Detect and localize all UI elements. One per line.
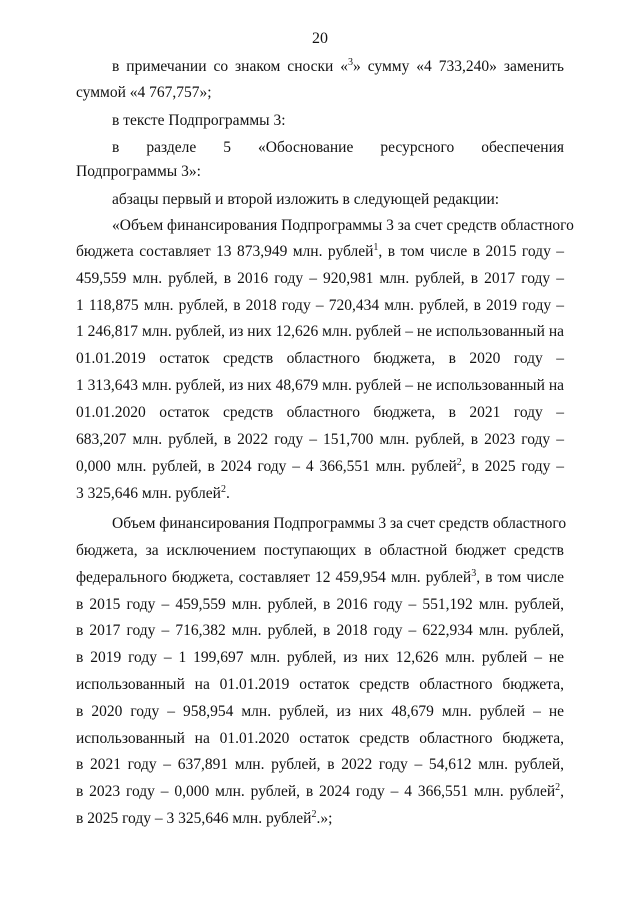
text-line: 459,559 млн. рублей, в 2016 году – 920,981 млн. рублей, в 2017 году – xyxy=(76,270,564,287)
text-line: в 2020 году – 958,954 млн. рублей, из них 48,679 млн. рублей – не xyxy=(76,703,564,720)
text-line: в разделе 5 «Обоснование ресурсного обеспечения xyxy=(112,139,564,156)
footnote-mark: 1 xyxy=(373,242,379,253)
footnote-mark: 2 xyxy=(456,457,462,468)
text-line: 01.01.2020 остаток средств областного бюджета, в 2021 году – xyxy=(76,404,564,421)
text-line: в тексте Подпрограммы 3: xyxy=(112,112,286,129)
text-line: 0,000 млн. рублей, в 2024 году – 4 366,551 млн. рублей$^2$, в 2025 году – xyxy=(76,457,564,475)
text-line: федерального бюджета, составляет 12 459,954 млн. рублей$^3$, в том числе xyxy=(76,568,564,586)
text-line: бюджета составляет 13 873,949 млн. рублей$^1$, в том числе в 2015 году – xyxy=(76,242,564,260)
text-line: 01.01.2019 остаток средств областного бюджета, в 2020 году – xyxy=(76,350,564,367)
text-line: в 2019 году – 1 199,697 млн. рублей, из них 12,626 млн. рублей – не xyxy=(76,649,564,666)
page-number: 20 xyxy=(312,30,328,47)
text-line: 1 246,817 млн. рублей, из них 12,626 млн. рублей – не использованный на xyxy=(76,323,564,340)
text-line: 683,207 млн. рублей, в 2022 году – 151,700 млн. рублей, в 2023 году – xyxy=(76,431,564,448)
text-line: 3 325,646 млн. рублей$^2$. xyxy=(76,484,230,502)
text-line: 1 118,875 млн. рублей, в 2018 году – 720,434 млн. рублей, в 2019 году – xyxy=(76,297,564,314)
footnote-mark: 2 xyxy=(220,484,226,495)
text-line: в 2017 году – 716,382 млн. рублей, в 2018 году – 622,934 млн. рублей, xyxy=(76,622,564,639)
text-line: использованный на 01.01.2020 остаток средств областного бюджета, xyxy=(76,730,564,747)
text-line: в 2025 году – 3 325,646 млн. рублей$^2$.»; xyxy=(76,809,333,827)
text-line: абзацы первый и второй изложить в следующей редакции: xyxy=(112,191,500,208)
text-line: использованный на 01.01.2019 остаток средств областного бюджета, xyxy=(76,676,564,693)
text-line: «Объем финансирования Подпрограммы 3 за счет средств областного xyxy=(112,217,574,234)
text-line: бюджета, за исключением поступающих в областной бюджет средств xyxy=(76,542,564,559)
text-line: Подпрограммы 3»: xyxy=(76,163,201,180)
text-line: Объем финансирования Подпрограммы 3 за счет средств областного xyxy=(112,515,567,532)
text-line: суммой «4 767,757»; xyxy=(76,84,212,101)
footnote-mark: 2 xyxy=(555,782,561,793)
footnote-mark: 2 xyxy=(311,809,317,820)
text-line: в 2015 году – 459,559 млн. рублей, в 2016 году – 551,192 млн. рублей, xyxy=(76,596,564,613)
text-line: в 2021 году – 637,891 млн. рублей, в 2022 году – 54,612 млн. рублей, xyxy=(76,756,564,773)
text-line: в 2023 году – 0,000 млн. рублей, в 2024 году – 4 366,551 млн. рублей$^2$, xyxy=(76,782,564,800)
text-line: в примечании со знаком сноски «$^3$» сумму «4 733,240» заменить xyxy=(112,57,564,75)
text-line: 1 313,643 млн. рублей, из них 48,679 млн. рублей – не использованный на xyxy=(76,377,564,394)
footnote-mark: 3 xyxy=(471,568,477,579)
footnote-mark: 3 xyxy=(348,57,354,68)
